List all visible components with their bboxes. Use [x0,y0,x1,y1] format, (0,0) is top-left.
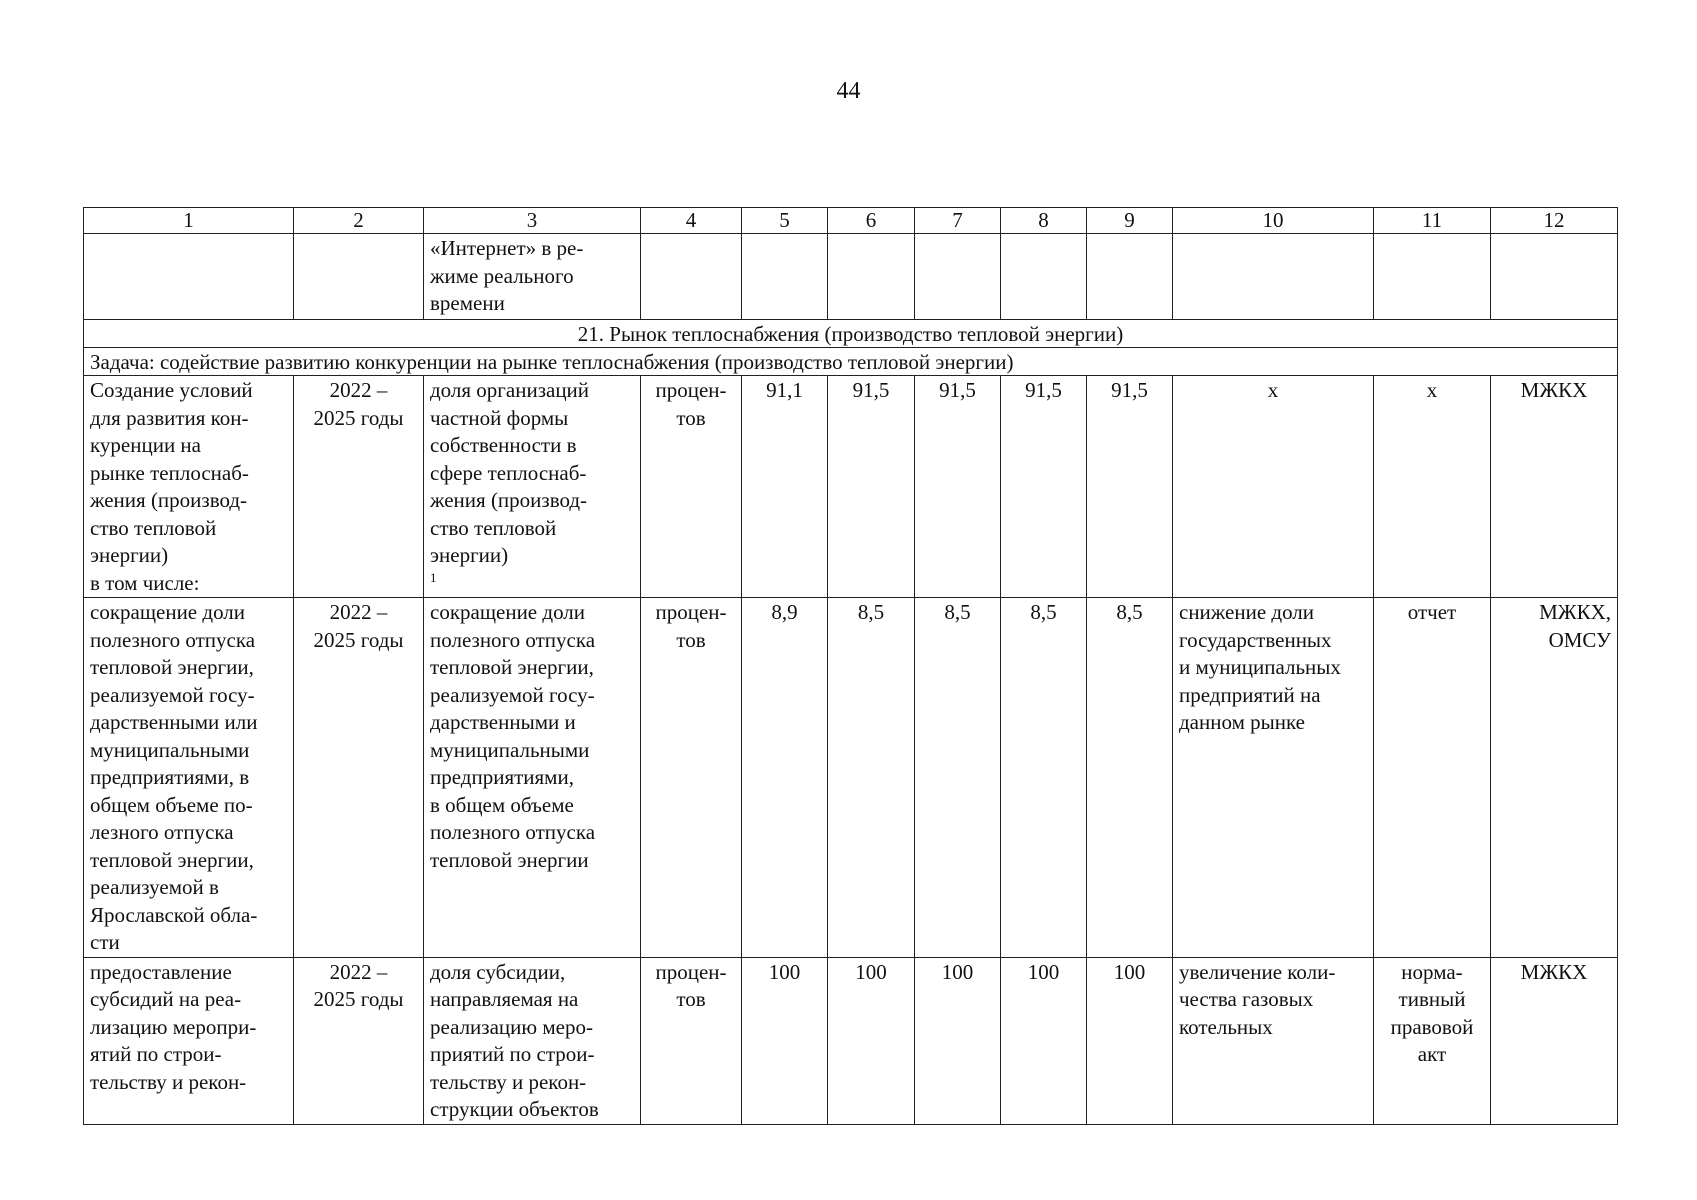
document-cell: x [1374,376,1491,598]
document-cell: отчет [1374,598,1491,958]
value-2021-cell: 8,9 [742,598,828,958]
measure-text: Создание условий для развития кон- куренции на рынке теплоснаб- жения (производ- ство тепловой энергии) в том числе: [90,378,253,595]
period-text: 2022 – 2025 годы [313,378,404,430]
section-row [84,320,1618,348]
indicator-text: доля субсидии, направляемая на реализацию меро- приятий по строи- тельству и рекон- струкции объектов [430,959,599,1121]
cell-empty [1374,234,1491,320]
period-cell [294,957,424,1124]
measures-table [83,207,1618,1125]
value-2021-cell: 91,1 [742,376,828,598]
continued-indicator-cell [424,234,641,320]
indicator-cell [424,598,641,958]
indicator-text: доля организаций частной формы собственности в сфере теплоснаб- жения (производ- ство тепловой энергии) [430,378,590,567]
value-2024-cell: 8,5 [1001,598,1087,958]
responsible-text: МЖКХ, ОМСУ [1539,600,1611,652]
col-header-2: 2 [294,208,424,234]
period-text: 2022 – 2025 годы [313,959,404,1011]
document-cell [1374,957,1491,1124]
cell-empty [1001,234,1087,320]
measure-cell [84,376,294,598]
cell-empty [828,234,915,320]
responsible-cell: МЖКХ [1491,957,1618,1124]
measure-text: сокращение доли полезного отпуска тепловой энергии, реализуемой госу- дарственными или муниципальными предприятиями, в общем объеме по- лезного отпуска тепловой энергии, реализуемой в Ярославской обла- сти [90,600,258,954]
value-2022-cell: 8,5 [828,598,915,958]
period-cell [294,598,424,958]
table-row [84,957,1618,1124]
page-number: 44 [836,78,861,104]
responsible-cell [1491,598,1618,958]
period-text: 2022 – 2025 годы [313,600,404,652]
indicator-cell [424,376,641,598]
unit-text: процен- тов [655,959,727,1011]
unit-cell [641,376,742,598]
col-header-4: 4 [641,208,742,234]
cell-empty [84,234,294,320]
period-cell [294,376,424,598]
result-cell: x [1173,376,1374,598]
footnote-marker: 1 [430,569,437,585]
unit-cell [641,957,742,1124]
task-row [84,348,1618,376]
col-header-10: 10 [1173,208,1374,234]
col-header-3: 3 [424,208,641,234]
task-title: Задача: содействие развитию конкуренции на рынке теплоснабжения (производство тепловой энергии) [84,348,1618,376]
measure-text: предоставление субсидий на реа- лизацию меропри- ятий по строи- тельству и рекон- [90,959,257,1094]
col-header-5: 5 [742,208,828,234]
value-2025-cell: 100 [1087,957,1173,1124]
value-2024-cell: 91,5 [1001,376,1087,598]
result-cell [1173,598,1374,958]
column-number-row [84,208,1618,234]
value-2024-cell: 100 [1001,957,1087,1124]
value-2022-cell: 100 [828,957,915,1124]
table-row [84,598,1618,958]
document-text: норма- тивный правовой акт [1390,959,1474,1066]
value-2025-cell: 8,5 [1087,598,1173,958]
measure-cell [84,598,294,958]
value-2023-cell: 100 [915,957,1001,1124]
col-header-7: 7 [915,208,1001,234]
measure-cell [84,957,294,1124]
unit-cell [641,598,742,958]
table-row [84,376,1618,598]
value-2025-cell: 91,5 [1087,376,1173,598]
unit-text: процен- тов [655,378,727,430]
result-text: увеличение коли- чества газовых котельных [1179,959,1336,1039]
section-title: 21. Рынок теплоснабжения (производство тепловой энергии) [84,320,1618,348]
col-header-1: 1 [84,208,294,234]
cell-empty [1491,234,1618,320]
value-2022-cell: 91,5 [828,376,915,598]
col-header-8: 8 [1001,208,1087,234]
indicator-cell [424,957,641,1124]
continued-indicator-text: «Интернет» в ре- жиме реального времени [430,236,584,315]
cell-empty [742,234,828,320]
cell-empty [294,234,424,320]
result-text: снижение доли государственных и муниципальных предприятий на данном рынке [1179,600,1341,734]
col-header-11: 11 [1374,208,1491,234]
col-header-12: 12 [1491,208,1618,234]
value-2023-cell: 91,5 [915,376,1001,598]
unit-text: процен- тов [655,600,727,652]
cell-empty [915,234,1001,320]
value-2023-cell: 8,5 [915,598,1001,958]
cell-empty [1173,234,1374,320]
col-header-9: 9 [1087,208,1173,234]
cell-empty [641,234,742,320]
value-2021-cell: 100 [742,957,828,1124]
indicator-text: сокращение доли полезного отпуска тепловой энергии, реализуемой госу- дарственными и муниципальными предприятиями, в общем объеме полезного отпуска тепловой энергии [430,600,596,872]
result-cell [1173,957,1374,1124]
cell-empty [1087,234,1173,320]
responsible-cell: МЖКХ [1491,376,1618,598]
col-header-6: 6 [828,208,915,234]
continued-row [84,234,1618,320]
